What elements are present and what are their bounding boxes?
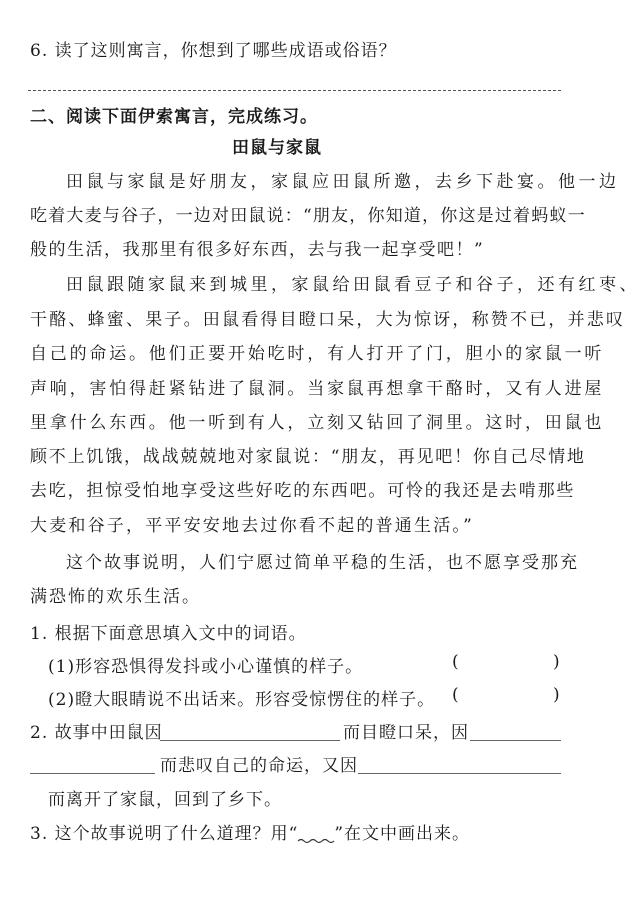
question-3 [30, 819, 470, 844]
story-line: 田鼠跟随家鼠来到城里，家鼠给田鼠看豆子和谷子，还有红枣、 [66, 275, 640, 295]
question-2-part-1: 2. 故事中田鼠因 [30, 723, 163, 743]
story-line: 满恐怖的欢乐生活。 [30, 587, 201, 607]
question-1-prompt: 1. 根据下面意思填入文中的词语。 [30, 624, 307, 644]
story-line: 声响，害怕得赶紧钻进了鼠洞。当家鼠再想拿干酪时，又有人进屋 [30, 379, 605, 399]
answer-slot-1[interactable] [462, 660, 550, 678]
answer-paren-close: ) [553, 652, 560, 672]
answer-blank-2[interactable] [470, 740, 561, 741]
question-2-part-2: 而目瞪口呆，因 [343, 723, 469, 743]
answer-blank-2-cont[interactable] [30, 773, 155, 774]
question-3-part-1: 3. 这个故事说明了什么道理？用“ [30, 824, 299, 844]
story-line: 般的生活，我那里有很多好东西，去与我一起享受吧！” [30, 240, 485, 260]
section-divider [28, 90, 561, 91]
answer-slot-2[interactable] [462, 693, 550, 711]
story-line: 自己的命运。他们正要开始吃时，有人打开了门，胆小的家鼠一听 [30, 344, 605, 364]
story-line: 里拿什么东西。他一听到有人，立刻又钻回了洞里。这时，田鼠也 [30, 413, 605, 433]
question-1-item-2: (2)瞪大眼睛说不出话来。形容受惊愣住的样子。 [48, 690, 436, 710]
story-line: 去吃，担惊受怕地享受这些好吃的东西吧。可怜的我还是去啃那些 [30, 481, 576, 501]
story-line: 大麦和谷子，平平安安地去过你看不起的普通生活。” [30, 516, 474, 536]
story-line: 田鼠与家鼠是好朋友，家鼠应田鼠所邀，去乡下赴宴。他一边 [66, 172, 620, 192]
question-2-part-3: 而悲叹自己的命运，又因 [160, 756, 358, 776]
question-2-part-4: 而离开了家鼠，回到了乡下。 [48, 790, 282, 810]
story-line: 吃着大麦与谷子，一边对田鼠说：“朋友，你知道，你这是过着蚂蚁一 [30, 206, 586, 226]
story-line: 这个故事说明，人们宁愿过简单平稳的生活，也不愿享受那充 [66, 553, 579, 573]
answer-paren-close: ) [553, 685, 560, 705]
question-1-item-1: (1)形容恐惧得发抖或小心谨慎的样子。 [48, 657, 364, 677]
story-title: 田鼠与家鼠 [232, 138, 322, 158]
wavy-underline-icon [298, 830, 334, 844]
story-line: 顾不上饥饿，战战兢兢地对家鼠说：“朋友，再见吧！你自己尽情地 [30, 447, 586, 467]
question-3-part-2: ”在文中画出来。 [334, 824, 471, 844]
answer-blank-3[interactable] [358, 773, 561, 774]
question-6: 6. 读了这则寓言，你想到了哪些成语或俗语？ [30, 41, 397, 61]
section-heading: 二、阅读下面伊索寓言，完成练习。 [30, 107, 318, 127]
answer-blank-1[interactable] [160, 740, 340, 741]
story-line: 干酪、蜂蜜、果子。田鼠看得目瞪口呆，大为惊讶，称赞不已，并悲叹 [30, 310, 626, 330]
answer-paren-open: ( [452, 685, 459, 705]
answer-paren-open: ( [452, 652, 459, 672]
